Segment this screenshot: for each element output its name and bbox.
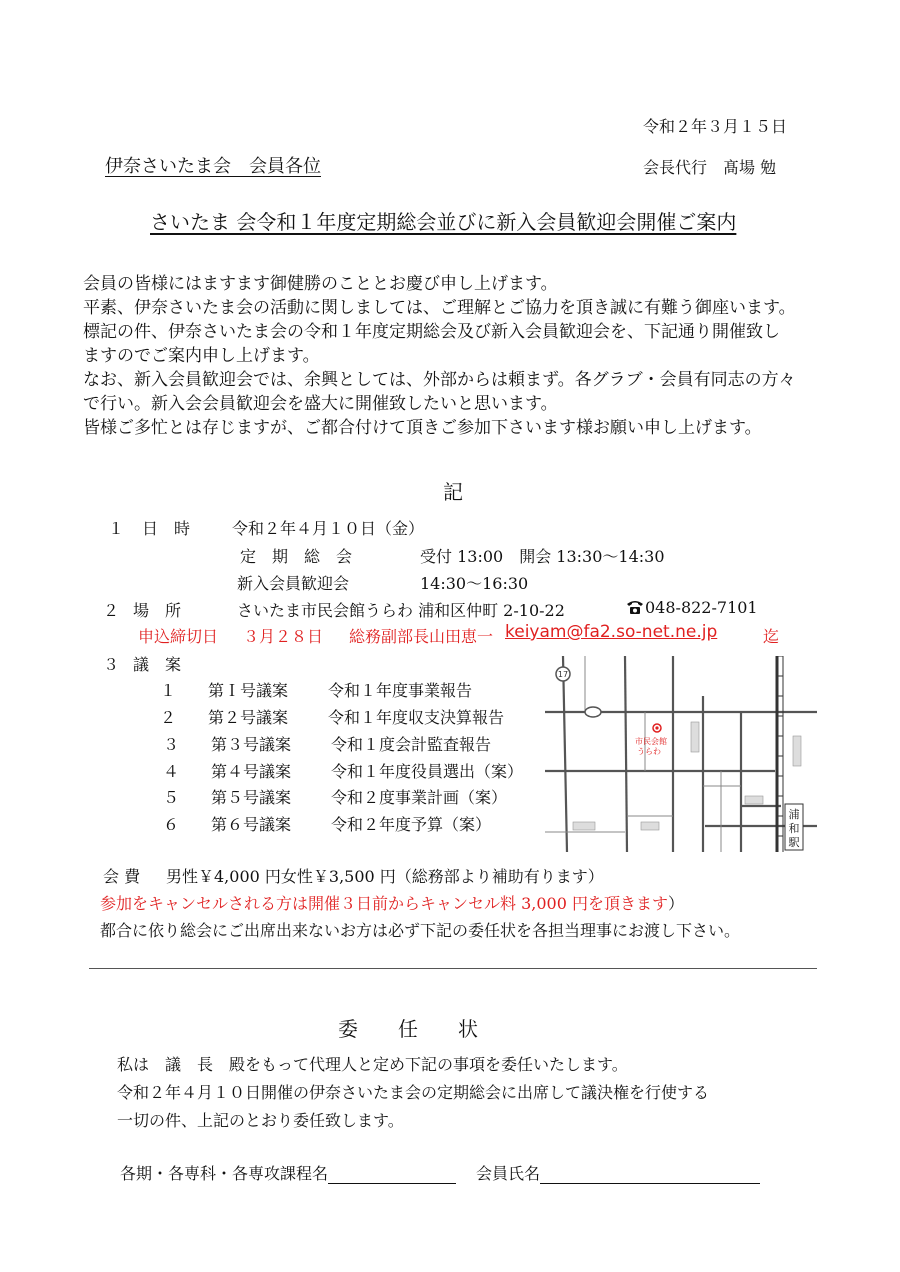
- member-name-field[interactable]: [540, 1165, 760, 1184]
- agenda-item-bill: 第Ｉ号議案: [208, 681, 289, 700]
- agenda-label: 議 案: [133, 655, 182, 674]
- proxy-title: 委 任 状: [338, 1017, 478, 1041]
- agenda-item-bill: 第６号議案: [211, 815, 292, 834]
- agenda-number: ３: [103, 655, 120, 674]
- agenda-item-no: ２: [160, 708, 177, 727]
- venue-number: ２: [103, 601, 120, 620]
- page-title: さいたま 会令和１年度定期総会並びに新入会員歓迎会開催ご案内: [150, 210, 737, 234]
- proxy-note: 都合に依り総会にご出席出来ないお方は必ず下記の委任状を各担当理事にお渡し下さい。: [100, 921, 741, 940]
- body-line: 皆様ご多忙とは存じますが、ご都合付けて頂きご参加下さいます様お願い申し上げます。: [83, 418, 762, 438]
- section-divider: [89, 968, 817, 969]
- cancel-note: [100, 891, 684, 914]
- body-line: 会員の皆様にはますます御健勝のこととお慶び申し上げます。: [83, 274, 558, 294]
- venue-place: さいたま市民会館うらわ 浦和区仲町 2-10-22: [237, 601, 565, 620]
- telephone-icon: [625, 599, 645, 615]
- deadline-date: ３月２８日: [243, 627, 324, 646]
- deadline-contact: 総務副部長山田恵一: [349, 627, 494, 646]
- deadline-suffix: 迄: [763, 627, 780, 646]
- member-name-label: 会員氏名: [476, 1164, 541, 1183]
- schedule-row-name: 新入会員歓迎会: [237, 574, 350, 593]
- schedule-number: １: [108, 519, 125, 538]
- venue-label: 場 所: [133, 601, 182, 620]
- proxy-fields: [120, 1161, 760, 1184]
- schedule-date: 令和２年４月１０日（金）: [232, 519, 425, 538]
- venue-map: [545, 656, 817, 852]
- body-text: [83, 272, 796, 440]
- fee-label: 会 費: [103, 867, 141, 886]
- schedule-row-time: 受付 13:00 開会 13:30～14:30: [420, 547, 665, 566]
- deadline-label: 申込締切日: [138, 627, 219, 646]
- agenda-item-bill: 第４号議案: [211, 762, 292, 781]
- cancel-close-paren: ）: [667, 894, 684, 913]
- agenda-item-no: ６: [163, 815, 180, 834]
- contact-email-link[interactable]: keiyam@fa2.so-net.ne.jp: [505, 622, 718, 642]
- document-date: 令和２年３月１５日: [643, 117, 788, 136]
- agenda-item-bill: 第５号議案: [211, 788, 292, 807]
- station-label-2: 和: [788, 822, 800, 835]
- ki-heading: 記: [443, 480, 463, 504]
- agenda-item-no: ３: [163, 735, 180, 754]
- body-line: 標記の件、伊奈さいたま会の令和１年度定期総会及び新入会員歓迎会を、下記通り開催致し: [83, 322, 780, 342]
- agenda-item-no: ５: [163, 788, 180, 807]
- agenda-item-no: ４: [163, 762, 180, 781]
- agenda-item-desc: 令和２年度予算（案）: [331, 815, 492, 834]
- agenda-item-bill: 第３号議案: [211, 735, 292, 754]
- agenda-item-desc: 令和１度会計監査報告: [331, 735, 492, 754]
- course-name-label: 各期・各専科・各専攻課程名: [120, 1164, 329, 1183]
- body-line: ますのでご案内申し上げます。: [83, 346, 320, 366]
- agenda-item-bill: 第２号議案: [208, 708, 289, 727]
- schedule-row-name: 定 期 総 会: [240, 547, 353, 566]
- station-label-3: 駅: [788, 836, 800, 849]
- course-name-field[interactable]: [328, 1165, 456, 1184]
- agenda-item-desc: 令和１年度収支決算報告: [328, 708, 505, 727]
- schedule-row-time: 14:30～16:30: [420, 574, 529, 593]
- addressee: 伊奈さいたま会 会員各位: [105, 156, 321, 177]
- agenda-item-desc: 令和１年度役員選出（案）: [331, 762, 524, 781]
- map-venue-label-2: うらわ: [637, 747, 661, 756]
- body-line: 平素、伊奈さいたま会の活動に関しましては、ご理解とご協力を頂き誠に有難う御座います。: [83, 298, 796, 318]
- station-label-1: 浦: [788, 808, 800, 821]
- schedule-label: 日 時: [142, 519, 191, 538]
- agenda-item-no: １: [160, 681, 177, 700]
- agenda-item-desc: 令和２度事業計画（案）: [331, 788, 508, 807]
- sender: 会長代行 髙場 勉: [643, 158, 777, 177]
- agenda-item-desc: 令和１年度事業報告: [328, 681, 473, 700]
- proxy-line: 私は 議 長 殿をもって代理人と定め下記の事項を委任いたします。: [117, 1055, 628, 1074]
- body-line: で行い。新入会会員歓迎会を盛大に開催致したいと思います。: [83, 394, 558, 414]
- fee-text: 男性￥4,000 円女性￥3,500 円（総務部より補助有ります）: [166, 867, 604, 886]
- cancel-warning: 参加をキャンセルされる方は開催３日前からキャンセル料 3,000 円を頂きます: [100, 894, 668, 913]
- body-line: なお、新入会員歓迎会では、余興としては、外部からは頼まず。各グラブ・会員有同志の方々: [83, 370, 796, 390]
- proxy-line: 一切の件、上記のとおり委任致します。: [117, 1111, 404, 1130]
- map-venue-label-1: 市民会館: [635, 737, 667, 746]
- road-badge-icon: [585, 707, 601, 717]
- venue-phone: 048-822-7101: [645, 598, 758, 617]
- proxy-line: 令和２年４月１０日開催の伊奈さいたま会の定期総会に出席して議決権を行使する: [117, 1083, 710, 1102]
- route-badge: 17: [557, 670, 569, 679]
